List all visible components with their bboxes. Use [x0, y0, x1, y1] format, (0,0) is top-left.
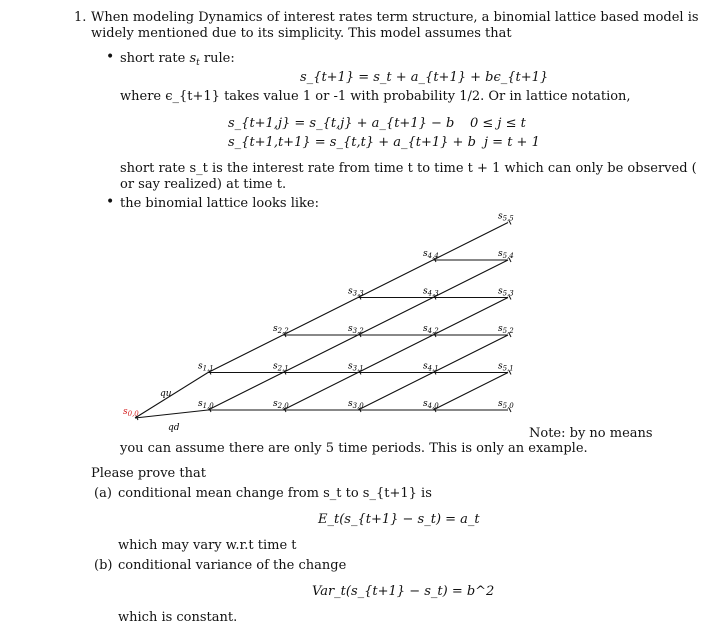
lattice-node-label: $s_{3,0}$	[348, 399, 364, 410]
bullet1-label: short rate	[120, 51, 186, 66]
bullet1-var: s	[189, 51, 197, 66]
bullet2-text: the binomial lattice looks like:	[120, 196, 320, 211]
note-text: Note: by no means	[529, 426, 653, 441]
lattice-node-label: $s_{1,0}$	[198, 399, 214, 410]
lattice-node-label: $s_{0,0}$	[123, 407, 139, 418]
part-a-equation: E_t(s_{t+1} − s_t) = a_t	[318, 512, 480, 527]
lattice-node-label: $s_{5,4}$	[498, 249, 514, 260]
lattice-eq-2: s_{t+1,t+1} = s_{t,t} + a_{t+1} + b	[228, 135, 476, 150]
lattice-node-label: $s_{2,2}$	[273, 324, 289, 335]
part-b-note: which is constant.	[118, 610, 238, 625]
lattice-node-label: $s_{4,2}$	[423, 324, 439, 335]
lattice-eq-1-cond: 0 ≤ j ≤ t	[470, 116, 526, 131]
lattice-labels	[123, 212, 514, 419]
part-b-text: conditional variance of the change	[118, 558, 347, 573]
lattice-node-label: $s_{4,4}$	[423, 249, 439, 260]
lattice-eq-2-cond: j = t + 1	[484, 135, 540, 150]
lattice-node-label: $s_{3,3}$	[348, 286, 364, 298]
lattice-edge-up	[433, 373, 508, 411]
lattice-edge-up	[208, 335, 283, 373]
lattice-edge-up	[433, 260, 508, 298]
lattice-edge-up	[433, 298, 508, 336]
lattice-edge-up	[283, 298, 358, 336]
lattice-node-label: $s_{5,1}$	[498, 361, 514, 373]
eq1-text: s_{t+1} = s_t + a_{t+1} + bϵ_{t+1}	[300, 70, 549, 85]
intro-line-2: widely mentioned due to its simplicity. This model assumes that	[91, 26, 512, 41]
lattice-node-label: $s_{5,5}$	[498, 211, 514, 223]
lattice-edge-up	[358, 298, 433, 336]
bullet-dot-2: •	[106, 194, 115, 210]
part-a-text: conditional mean change from s_t to s_{t+1} is	[118, 486, 432, 501]
intro-line-1: When modeling Dynamics of interest rates term structure, a binomial lattice based model is	[91, 10, 699, 25]
please-prove: Please prove that	[91, 466, 206, 481]
lattice-edge-up	[208, 373, 283, 411]
lattice-node-label: $s_{4,1}$	[423, 361, 439, 373]
lattice-edge-up	[358, 335, 433, 373]
lattice-node-label: $s_{4,0}$	[423, 399, 439, 410]
lattice-node-label: $s_{1,1}$	[198, 361, 214, 373]
problem-number: 1.	[74, 10, 87, 25]
lattice-node-label: $s_{4,3}$	[423, 286, 439, 298]
lattice-edge-up	[358, 373, 433, 411]
qd-label: qd	[168, 423, 180, 433]
part-b-equation: Var_t(s_{t+1} − s_t) = b^2	[312, 584, 495, 599]
assume-text: you can assume there are only 5 time periods. This is only an example.	[120, 441, 588, 456]
lattice-edge-up	[433, 223, 508, 261]
lattice-node-label: $s_{3,1}$	[348, 361, 364, 373]
shortrate-line-2: or say realized) at time t.	[120, 177, 287, 192]
part-b-label: (b)	[94, 558, 113, 573]
where-text: where ϵ_{t+1} takes value 1 or -1 with probability 1/2. Or in lattice notation,	[120, 89, 631, 104]
lattice-node-label: $s_{5,0}$	[498, 399, 514, 410]
bullet-dot: •	[106, 49, 115, 65]
lattice-node-label: $s_{2,0}$	[273, 399, 289, 410]
lattice-edge-up	[283, 335, 358, 373]
part-a-note: which may vary w.r.t time t	[118, 538, 297, 553]
bullet1-suffix: rule:	[203, 51, 235, 66]
shortrate-line-1: short rate s_t is the interest rate from time t to time t + 1 which can only be observed (	[120, 161, 697, 176]
lattice-node-label: $s_{2,1}$	[273, 361, 289, 373]
bullet1-sub: t	[196, 58, 200, 68]
lattice-node-label: $s_{5,2}$	[498, 324, 514, 335]
part-a-label: (a)	[94, 486, 112, 501]
lattice-node-label: $s_{5,3}$	[498, 286, 514, 298]
lattice-node-label: $s_{3,2}$	[348, 324, 364, 335]
qu-label: qu	[160, 389, 172, 399]
lattice-lines	[135, 221, 511, 421]
lattice-edge-up	[358, 260, 433, 298]
lattice-edge-up	[433, 335, 508, 373]
lattice-edge-up	[283, 373, 358, 411]
lattice-eq-1: s_{t+1,j} = s_{t,j} + a_{t+1} − b	[228, 116, 455, 131]
